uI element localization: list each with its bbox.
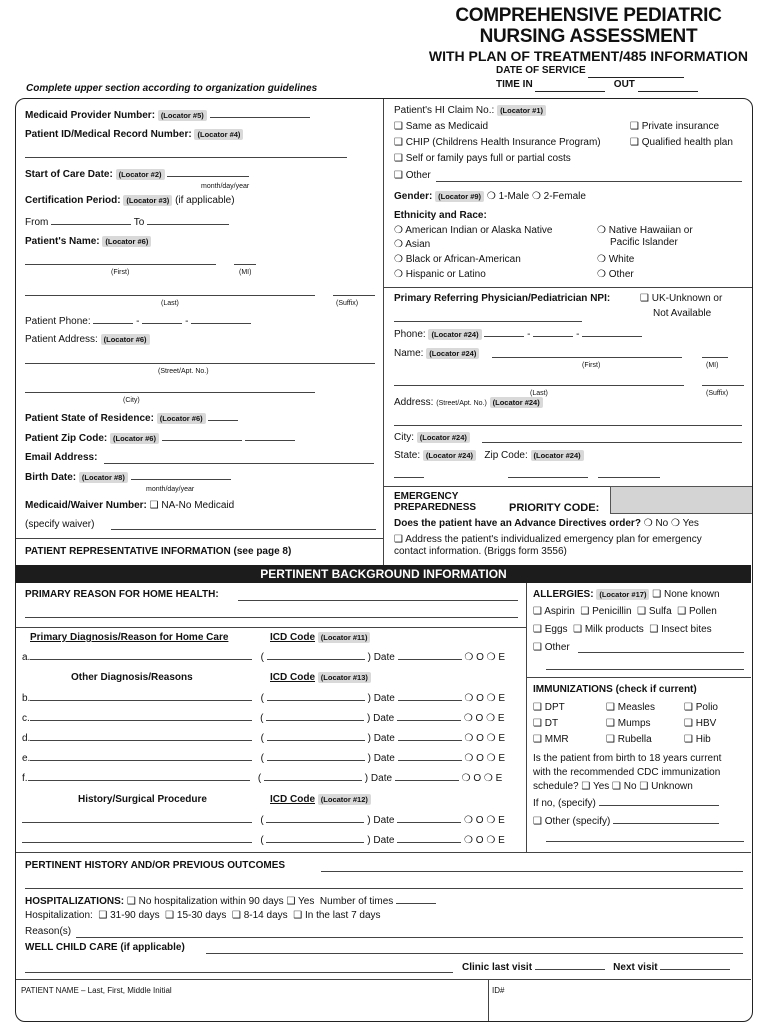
phys-mi-field[interactable] (702, 357, 728, 358)
na-medicaid-checkbox[interactable]: ❑ NA-No Medicaid (149, 500, 235, 511)
eth-pacific-label: Pacific Islander (610, 237, 678, 248)
clinic-label: Clinic last visit (462, 962, 533, 973)
imm-unknown[interactable]: ❑ Unknown (639, 781, 693, 792)
allergy-eggs[interactable]: ❑ Eggs (533, 624, 568, 635)
date-field[interactable] (395, 772, 459, 781)
date-label: Date (373, 733, 395, 744)
state-label: Patient State of Residence: (25, 413, 154, 424)
date-label: Date (373, 753, 395, 764)
last-name-field[interactable] (25, 295, 315, 296)
diagnosis-field[interactable] (30, 692, 252, 701)
onset-exacerbation-radio[interactable]: ❍ O ❍ E (464, 693, 506, 704)
other-insurance-checkbox[interactable]: ❑ Other (394, 170, 431, 181)
date-label: Date (370, 773, 393, 784)
divider-diagnosis (16, 627, 526, 628)
id-footer: ID# (492, 986, 505, 995)
hosp-15-30[interactable]: ❑ 15-30 days (165, 910, 227, 921)
onset-exacerbation-radio[interactable]: ❍ O ❍ E (463, 713, 505, 724)
reasons-label: Reason(s) (25, 926, 72, 937)
next-visit-label: Next visit (613, 962, 658, 973)
eth-white-radio[interactable]: ❍ White (597, 254, 635, 265)
allergy-other[interactable]: ❑ Other (533, 642, 570, 653)
self-pay-checkbox[interactable]: ❑ Self or family pays full or partial costs (394, 153, 571, 164)
out-label: OUT (613, 79, 635, 90)
hosp-8-14[interactable]: ❑ 8-14 days (231, 910, 288, 921)
phys-zip-field[interactable] (508, 477, 588, 478)
diagnosis-row: b. ( ) Date ❍ O ❍ E (22, 693, 506, 704)
locator-6d: (Locator #6) (110, 433, 159, 444)
pertinent-history-label: PERTINENT HISTORY AND/OR PREVIOUS OUTCOMES (25, 860, 286, 871)
not-available-label: Not Available (653, 308, 712, 319)
phone-line-field[interactable] (191, 315, 251, 324)
diagnosis-letter: d. (22, 733, 31, 744)
diagnosis-letter: f. (22, 773, 28, 784)
times-label: Number of times (319, 896, 394, 907)
eth-asian-radio[interactable]: ❍ Asian (394, 239, 431, 250)
phone-label: Patient Phone: (25, 316, 91, 327)
phys-address-label: Address: (394, 397, 434, 408)
primary-reason-label: PRIMARY REASON FOR HOME HEALTH: (25, 589, 219, 600)
pertinent-history-field-2[interactable] (25, 888, 743, 889)
rep-info: PATIENT REPRESENTATIVE INFORMATION (see page 8) (25, 546, 292, 557)
phys-dash-1: - (527, 329, 531, 340)
npi-field[interactable] (394, 321, 582, 322)
diagnosis-letter: c. (22, 713, 30, 724)
other-diagnosis-header: Other Diagnosis/Reasons (71, 672, 193, 683)
birth-field[interactable] (131, 471, 231, 480)
chip-checkbox[interactable]: ❑ CHIP (Childrens Health Insurance Program) (394, 137, 601, 148)
locator-24a: (Locator #24) (428, 329, 481, 340)
phys-zip-ext[interactable] (598, 477, 660, 478)
title-line-3: WITH PLAN OF TREATMENT/485 INFORMATION (428, 48, 748, 65)
phys-phone-line[interactable] (582, 328, 642, 337)
phone-area-field[interactable] (93, 315, 133, 324)
diagnosis-field[interactable] (22, 834, 252, 843)
phone-dash-1: - (136, 316, 140, 327)
date-label: Date (373, 815, 395, 826)
birth-mdy: month/day/year (146, 486, 195, 493)
icd-header-1: ICD Code (270, 632, 315, 643)
icd-field[interactable] (267, 732, 365, 741)
times-field[interactable] (396, 895, 436, 904)
onset-exacerbation-radio[interactable]: ❍ O ❍ E (464, 815, 505, 826)
imm-col-2 (606, 700, 655, 748)
allergies-label: ALLERGIES: (533, 589, 594, 600)
onset-exacerbation-radio[interactable]: ❍ O ❍ E (464, 835, 505, 846)
divider-footer (16, 979, 751, 980)
street-field[interactable] (25, 363, 375, 364)
phys-dash-2: - (576, 329, 580, 340)
phys-state-field[interactable] (394, 477, 424, 478)
ethnicity-label: Ethnicity and Race: (394, 210, 487, 221)
imm-ifno-field[interactable] (599, 797, 719, 806)
start-care-field[interactable] (167, 168, 249, 177)
phone-prefix-field[interactable] (142, 315, 182, 324)
imm-rubella[interactable]: ❑ Rubella (606, 734, 652, 745)
title-line-1: COMPREHENSIVE PEDIATRIC (455, 5, 722, 26)
icd-field[interactable] (264, 772, 362, 781)
date-label: Date (373, 693, 395, 704)
imm-q2: with the recommended CDC immunization (533, 767, 721, 778)
first-hint: (First) (111, 269, 130, 276)
locator-9: (Locator #9) (435, 191, 484, 202)
date-field[interactable] (398, 752, 462, 761)
locator-11: (Locator #11) (318, 632, 371, 643)
diagnosis-letter: a. (22, 652, 31, 663)
eth-other-radio[interactable]: ❍ Other (597, 269, 634, 280)
address-label: Patient Address: (25, 334, 98, 345)
hosp-31-90[interactable]: ❑ 31-90 days (98, 910, 160, 921)
allergy-aspirin[interactable]: ❑ Aspirin (533, 606, 575, 617)
date-field[interactable] (397, 834, 461, 843)
diagnosis-letter: b. (22, 693, 31, 704)
gender-label: Gender: (394, 191, 433, 202)
imm-col-3 (684, 700, 718, 748)
phys-last-field[interactable] (394, 385, 684, 386)
street-hint: (Street/Apt. No.) (158, 368, 209, 375)
imm-other-checkbox[interactable]: ❑ Other (specify) (533, 816, 611, 827)
imm-other-field[interactable] (613, 815, 719, 824)
imm-other-field-2[interactable] (546, 841, 744, 842)
allergy-none-checkbox[interactable]: ❑ None known (652, 589, 720, 600)
zip-label: Patient Zip Code: (25, 433, 108, 444)
phys-phone-prefix[interactable] (533, 328, 573, 337)
patient-id-label: Patient ID/Medical Record Number: (25, 129, 192, 140)
eth-black-radio[interactable]: ❍ Black or African-American (394, 254, 521, 265)
diagnosis-letter: e. (22, 753, 31, 764)
suffix-field[interactable] (333, 295, 375, 296)
icd-field[interactable] (266, 712, 364, 721)
locator-24d: (Locator #24) (417, 432, 470, 443)
divider-allergies (526, 583, 527, 852)
imm-hib[interactable]: ❑ Hib (684, 734, 711, 745)
phys-phone-label: Phone: (394, 329, 426, 340)
immunizations-label: IMMUNIZATIONS (check if current) (533, 684, 697, 695)
diagnosis-row: ( ) Date ❍ O ❍ E (22, 834, 505, 847)
hosp2-label: Hospitalization: (25, 910, 93, 921)
allergy-insect[interactable]: ❑ Insect bites (649, 624, 712, 635)
first-name-field[interactable] (25, 264, 216, 265)
section-band: PERTINENT BACKGROUND INFORMATION (16, 565, 751, 583)
phone-dash-2: - (185, 316, 189, 327)
advance-no-radio[interactable]: ❍ No (643, 518, 669, 529)
diagnosis-field[interactable] (30, 752, 252, 761)
imm-ifno-label: If no, (specify) (533, 798, 596, 809)
hosp-yes-checkbox[interactable]: ❑ Yes (286, 896, 315, 907)
diagnosis-row: ( ) Date ❍ O ❍ E (22, 814, 505, 827)
cert-ifapp: (if applicable) (175, 195, 235, 206)
locator-24f: (Locator #24) (531, 450, 584, 461)
emergency-label (394, 491, 476, 513)
allergy-sulfa[interactable]: ❑ Sulfa (637, 606, 672, 617)
eth-native-hawaiian-radio[interactable]: ❍ Native Hawaiian or (597, 225, 693, 236)
next-visit-field[interactable] (660, 961, 730, 970)
allergy-penicillin[interactable]: ❑ Penicillin (580, 606, 632, 617)
form-title (429, 6, 748, 64)
well-child-label: WELL CHILD CARE (if applicable) (25, 942, 185, 953)
phys-first-hint: (First) (582, 362, 601, 369)
medicaid-label: Medicaid Provider Number: (25, 110, 156, 121)
history-surgical-header: History/Surgical Procedure (78, 794, 207, 805)
uk-unknown-checkbox[interactable]: ❑ UK-Unknown or (640, 293, 723, 304)
name-label: Patient's Name: (25, 236, 100, 247)
from-label: From (25, 217, 49, 228)
specify-waiver-label: (specify waiver) (25, 519, 95, 530)
locator-3: (Locator #3) (123, 195, 172, 206)
locator-8: (Locator #8) (79, 472, 128, 483)
priority-code-box[interactable] (610, 486, 753, 514)
priority-code-label: PRIORITY CODE: (509, 502, 600, 514)
emergency-line-2: PREPAREDNESS (394, 502, 477, 513)
to-label: To (133, 217, 145, 228)
allergy-milk[interactable]: ❑ Milk products (573, 624, 644, 635)
advance-yes-radio[interactable]: ❍ Yes (671, 518, 699, 529)
emergency-line-1: EMERGENCY (394, 491, 459, 502)
birth-label: Birth Date: (25, 472, 77, 483)
service-info (496, 64, 698, 92)
well-child-field[interactable] (206, 953, 743, 954)
hi-label: Patient's HI Claim No.: (394, 105, 495, 116)
from-field[interactable] (51, 216, 131, 225)
locator-24c: (Locator #24) (490, 397, 543, 408)
pertinent-history-field[interactable] (321, 871, 743, 872)
locator-5: (Locator #5) (158, 110, 207, 121)
locator-13: (Locator #13) (318, 672, 371, 683)
phys-phone-area[interactable] (484, 328, 524, 337)
phys-city-field[interactable] (482, 442, 742, 443)
divider-physician (383, 287, 753, 288)
other-insurance-field[interactable] (436, 181, 742, 182)
hosp-label: HOSPITALIZATIONS: (25, 896, 125, 907)
divider-footer-id (488, 979, 489, 1022)
date-field[interactable] (398, 692, 462, 701)
last-hint: (Last) (161, 300, 179, 307)
email-label: Email Address: (25, 452, 98, 463)
primary-reason-field-2[interactable] (25, 617, 518, 618)
diagnosis-row: c. ( ) Date ❍ O ❍ E (22, 713, 505, 724)
suffix-hint: (Suffix) (336, 300, 359, 307)
diagnosis-field[interactable] (30, 712, 252, 721)
center-divider (383, 99, 384, 565)
primary-diagnosis-header: Primary Diagnosis/Reason for Home Care (30, 632, 229, 643)
date-label: Date (373, 835, 395, 846)
zip-field[interactable] (162, 432, 242, 441)
emergency-plan-line2: contact information. (Briggs form 3556) (394, 546, 567, 557)
locator-17: (Locator #17) (596, 589, 649, 600)
locator-12: (Locator #12) (318, 794, 371, 805)
medicaid-field[interactable] (210, 109, 310, 118)
locator-24e: (Locator #24) (423, 450, 476, 461)
onset-exacerbation-radio[interactable]: ❍ O ❍ E (464, 733, 506, 744)
imm-measles[interactable]: ❑ Measles (606, 702, 655, 713)
divider-rep (16, 538, 383, 539)
icd-field[interactable] (266, 814, 364, 823)
icd-header-3: ICD Code (270, 794, 315, 805)
private-insurance-checkbox[interactable]: ❑ Private insurance (630, 121, 720, 132)
icd-field[interactable] (267, 692, 365, 701)
email-field[interactable] (104, 463, 374, 464)
city-field[interactable] (25, 392, 315, 393)
title-line-2: NURSING ASSESSMENT (479, 25, 698, 47)
imm-question (533, 752, 721, 794)
icd-field[interactable] (267, 752, 365, 761)
imm-polio[interactable]: ❑ Polio (684, 702, 718, 713)
reasons-field[interactable] (76, 937, 743, 938)
time-in-field[interactable] (535, 91, 605, 92)
imm-mumps[interactable]: ❑ Mumps (606, 718, 651, 729)
phys-zip-label: Zip Code: (484, 450, 528, 461)
patient-name-footer: PATIENT NAME – Last, First, Middle Initial (21, 986, 172, 995)
imm-yes[interactable]: ❑ Yes (581, 781, 610, 792)
diagnosis-field[interactable] (22, 814, 252, 823)
imm-mmr[interactable]: ❑ MMR (533, 734, 569, 745)
icd-field[interactable] (267, 651, 365, 660)
locator-24b: (Locator #24) (426, 348, 479, 359)
locator-1: (Locator #1) (497, 105, 546, 116)
diagnosis-field[interactable] (30, 732, 252, 741)
cert-label: Certification Period: (25, 195, 121, 206)
allergy-other-field-2[interactable] (546, 669, 744, 670)
same-medicaid-checkbox[interactable]: ❑ Same as Medicaid (394, 121, 489, 132)
waiver-label: Medicaid/Waiver Number: (25, 500, 147, 511)
zip-ext-field[interactable] (245, 432, 295, 441)
locator-6a: (Locator #6) (102, 236, 151, 247)
mi-hint: (MI) (239, 269, 252, 276)
divider-immunizations (526, 677, 751, 678)
start-mdy: month/day/year (201, 183, 250, 190)
time-in-label: TIME IN (496, 79, 533, 90)
date-field[interactable] (398, 732, 462, 741)
phys-mi-hint: (MI) (706, 362, 719, 369)
instructions: Complete upper section according to organization guidelines (26, 83, 318, 94)
imm-col-1 (533, 700, 569, 748)
diagnosis-field[interactable] (30, 651, 252, 660)
well-child-field-2[interactable] (25, 972, 453, 973)
onset-exacerbation-radio[interactable]: ❍ O ❍ E (464, 753, 506, 764)
state-field[interactable] (208, 412, 238, 421)
locator-6c: (Locator #6) (157, 413, 206, 424)
phys-first-field[interactable] (492, 357, 682, 358)
imm-dpt[interactable]: ❑ DPT (533, 702, 565, 713)
onset-exacerbation-radio[interactable]: ❍ O ❍ E (461, 773, 503, 784)
locator-4: (Locator #4) (194, 129, 243, 140)
phys-suffix-field[interactable] (702, 385, 744, 386)
phys-street-hint: (Street/Apt. No.) (436, 400, 487, 407)
emergency-plan-checkbox[interactable]: ❑ Address the patient's individualized emergency plan for emergency (394, 534, 702, 545)
icd-header-2: ICD Code (270, 672, 315, 683)
patient-id-field[interactable] (25, 157, 347, 158)
physician-label: Primary Referring Physician/Pediatrician NPI: (394, 293, 611, 304)
date-of-service-label: DATE OF SERVICE (496, 65, 586, 76)
mi-field[interactable] (234, 264, 256, 265)
diagnosis-field[interactable] (28, 772, 250, 781)
date-field[interactable] (397, 712, 461, 721)
date-field[interactable] (397, 814, 461, 823)
phys-city-label: City: (394, 432, 414, 443)
date-label: Date (373, 713, 395, 724)
allergy-pollen[interactable]: ❑ Pollen (677, 606, 717, 617)
imm-no[interactable]: ❑ No (612, 781, 637, 792)
hosp-last-7[interactable]: ❑ In the last 7 days (293, 910, 381, 921)
male-radio[interactable]: ❍ 1-Male (486, 191, 530, 202)
phys-state-label: State: (394, 450, 421, 461)
allergy-other-field[interactable] (578, 652, 744, 653)
phys-street-field[interactable] (394, 425, 742, 426)
divider-history (16, 852, 751, 853)
icd-field[interactable] (266, 834, 364, 843)
phys-suffix-hint: (Suffix) (706, 390, 729, 397)
qualified-plan-checkbox[interactable]: ❑ Qualified health plan (630, 137, 733, 148)
date-label: Date (373, 652, 395, 663)
out-field[interactable] (638, 91, 698, 92)
advance-question: Does the patient have an Advance Directives order? (394, 518, 641, 529)
imm-q1: Is the patient from birth to 18 years current (533, 753, 722, 764)
waiver-field[interactable] (111, 529, 376, 530)
imm-dt[interactable]: ❑ DT (533, 718, 559, 729)
clinic-field[interactable] (535, 961, 605, 970)
locator-2: (Locator #2) (116, 169, 165, 180)
form-frame (15, 98, 753, 1022)
no-hosp-checkbox[interactable]: ❑ No hospitalization within 90 days (126, 896, 284, 907)
start-care-label: Start of Care Date: (25, 169, 113, 180)
diagnosis-row: d. ( ) Date ❍ O ❍ E (22, 733, 506, 744)
locator-6b: (Locator #6) (101, 334, 150, 345)
eth-hispanic-radio[interactable]: ❍ Hispanic or Latino (394, 269, 486, 280)
phys-name-label: Name: (394, 348, 424, 359)
phys-last-hint: (Last) (530, 390, 548, 397)
city-hint: (City) (123, 397, 140, 404)
imm-hbv[interactable]: ❑ HBV (684, 718, 717, 729)
primary-reason-field[interactable] (238, 600, 518, 601)
onset-exacerbation-radio[interactable]: ❍ O ❍ E (464, 652, 506, 663)
to-field[interactable] (147, 216, 229, 225)
diagnosis-row: a. ( ) Date ❍ O ❍ E (22, 652, 506, 663)
diagnosis-row: f. ( ) Date ❍ O ❍ E (22, 773, 503, 784)
imm-q3: schedule? (533, 781, 579, 792)
eth-american-indian-radio[interactable]: ❍ American Indian or Alaska Native (394, 225, 553, 236)
date-field[interactable] (398, 651, 462, 660)
female-radio[interactable]: ❍ 2-Female (531, 191, 586, 202)
diagnosis-row: e. ( ) Date ❍ O ❍ E (22, 753, 506, 764)
